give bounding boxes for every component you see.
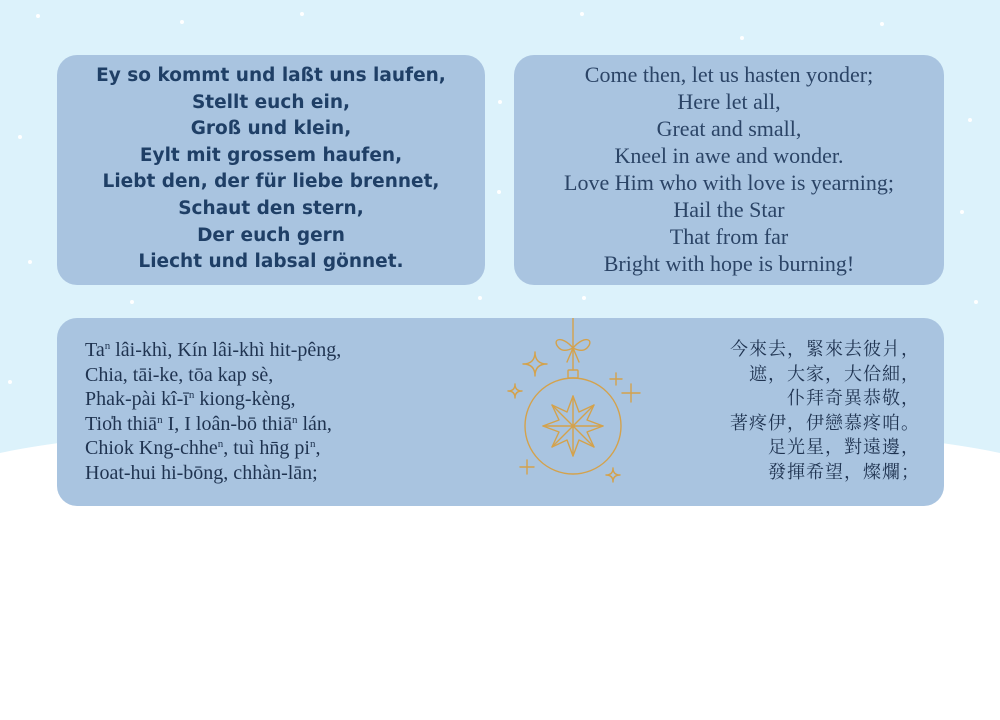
- snowflake: [960, 210, 964, 214]
- german-verse-line: Stellt euch ein,: [191, 91, 351, 113]
- german-verse-line: Liebt den, der für liebe brennet,: [102, 171, 440, 193]
- romanized-verse-line: Phak-pài $kî-ī^n$ kiong-kèng,: [85, 388, 296, 410]
- christmas-bauble-star-icon: [505, 318, 655, 506]
- chinese-verse-line: 足光星，對遠邊，: [768, 437, 920, 458]
- chinese-verse-line: 今來去，緊來去彼爿，: [730, 339, 920, 360]
- chinese-verse-line: 發揮希望，燦爛；: [768, 461, 920, 483]
- english-verse-line: Bright with hope is burning!: [603, 251, 855, 276]
- snowflake: [582, 296, 586, 300]
- snowflake: [180, 20, 184, 24]
- chinese-verse-line: 仆拜奇異恭敬，: [787, 388, 920, 409]
- german-verse-line: Der euch gern: [197, 224, 345, 246]
- german-verse-card: [57, 55, 485, 285]
- snowflake: [740, 36, 744, 40]
- snowflake: [968, 118, 972, 122]
- chinese-verse: [730, 338, 920, 485]
- english-verse-line: Come then, let us hasten yonder;: [584, 62, 874, 87]
- taiwanese-verse-card: [57, 318, 944, 506]
- german-verse-line: Liecht und labsal gönnet.: [138, 251, 404, 273]
- snowflake: [28, 260, 32, 264]
- snowflake: [498, 100, 502, 104]
- english-verse-card: [514, 55, 944, 285]
- romanized-verse-line: Chiok Kng-chhe$^n$, tuì hn̄g $pi^n$,: [85, 437, 321, 459]
- english-verse-line: Kneel in awe and wonder.: [614, 143, 844, 168]
- snowflake: [497, 190, 501, 194]
- english-verse-line: Love Him who with love is yearning;: [564, 170, 894, 195]
- english-verse-line: Hail the Star: [673, 197, 785, 222]
- english-verse-line: Great and small,: [656, 116, 802, 141]
- snowflake: [478, 296, 482, 300]
- snowflake: [974, 300, 978, 304]
- german-verse-line: Ey so kommt und laßt uns laufen,: [96, 65, 446, 86]
- german-verse-line: Eylt mit grossem haufen,: [139, 144, 403, 166]
- german-verse-line: Schaut den stern,: [178, 197, 364, 219]
- english-verse-line: Here let all,: [677, 89, 781, 114]
- snowflake: [300, 12, 304, 16]
- romanized-verse-line: Ta$^n$ lâi-khì, Kín lâi-khì hit-pêng,: [85, 339, 342, 361]
- romanized-verse-line: Hoat-hui hi-bōng, chhàn-lān;: [85, 461, 318, 484]
- snowflake: [36, 14, 40, 18]
- english-verse-line: That from far: [669, 224, 789, 249]
- german-verse-line: Groß und klein,: [190, 118, 352, 140]
- snowflake: [580, 12, 584, 16]
- romanized-verse-line: Chia, tāi-ke, tōa kap sè,: [85, 363, 274, 386]
- snowflake: [880, 22, 884, 26]
- chinese-verse-line: 遮，大家，大佮細，: [749, 363, 920, 385]
- snowflake: [8, 380, 12, 384]
- romanized-verse: [85, 338, 341, 485]
- chinese-verse-line: 著疼伊，伊戀慕疼咱。: [730, 412, 920, 434]
- snowflake: [18, 135, 22, 139]
- snowflake: [130, 300, 134, 304]
- romanized-verse-line: Tio̍h thiā$^n$ I, I loân-bō thiā$^n$ lán,: [85, 412, 332, 435]
